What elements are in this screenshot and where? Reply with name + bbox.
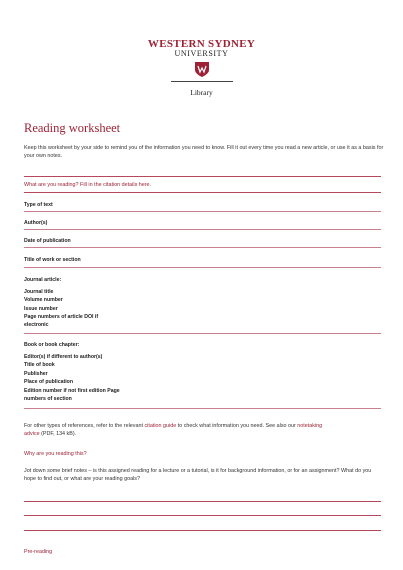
write-line[interactable] bbox=[24, 211, 381, 212]
book-item: Publisher bbox=[24, 371, 48, 377]
book-heading: Book or book chapter: bbox=[24, 342, 80, 348]
write-line[interactable] bbox=[24, 229, 381, 230]
book-item: Edition number if not first edition Page bbox=[24, 388, 120, 394]
field-title-of-work: Title of work or section bbox=[24, 257, 81, 263]
write-line[interactable] bbox=[24, 530, 381, 531]
journal-item: Issue number bbox=[24, 306, 58, 312]
pre-reading-heading: Pre-reading bbox=[24, 549, 53, 555]
other-refs-text-part: to check what information you need. See also our bbox=[176, 423, 298, 429]
citation-heading: What are you reading? Fill in the citation details here. bbox=[24, 182, 152, 188]
write-line[interactable] bbox=[24, 267, 381, 268]
book-item: Title of book bbox=[24, 362, 55, 368]
other-references-text bbox=[24, 422, 384, 438]
other-refs-text-part: (PDF, 134 kB). bbox=[39, 431, 77, 437]
journal-heading: Journal article: bbox=[24, 277, 62, 283]
journal-item: Volume number bbox=[24, 297, 63, 303]
section-divider bbox=[24, 176, 381, 177]
notetaking-link[interactable]: notetaking bbox=[297, 423, 323, 429]
library-label: Library bbox=[190, 88, 213, 97]
write-line[interactable] bbox=[24, 408, 381, 409]
university-shield-icon bbox=[195, 62, 209, 77]
field-authors: Author(s) bbox=[24, 220, 48, 226]
write-line[interactable] bbox=[24, 247, 381, 248]
field-type-of-text: Type of text bbox=[24, 202, 53, 208]
write-line[interactable] bbox=[24, 515, 381, 516]
write-line[interactable] bbox=[24, 501, 381, 502]
university-name-line1: WESTERN SYDNEY bbox=[147, 38, 256, 50]
journal-item: electronic bbox=[24, 322, 49, 328]
journal-item: Page numbers of article DOI if bbox=[24, 314, 99, 320]
notetaking-advice-link[interactable]: advice bbox=[24, 431, 40, 437]
journal-item: Journal title bbox=[24, 289, 54, 295]
section-divider bbox=[24, 192, 381, 193]
why-text: Jot down some brief notes – is this assigned reading for a lecture or a tutorial, is it for background information, or for an assignment? What do you hope to find out, or what are your reading goals? bbox=[24, 468, 372, 482]
why-heading: Why are you reading this? bbox=[24, 451, 87, 457]
university-name-line2: UNIVERSITY bbox=[174, 49, 229, 58]
field-date-of-publication: Date of publication bbox=[24, 238, 71, 244]
book-item: numbers of section bbox=[24, 396, 72, 402]
page-title: Reading worksheet bbox=[24, 121, 121, 135]
book-item: Place of publication bbox=[24, 379, 74, 385]
write-line[interactable] bbox=[24, 333, 381, 334]
citation-guide-link[interactable]: citation guide bbox=[144, 423, 177, 429]
logo-divider bbox=[171, 81, 233, 82]
book-item: Editor(s) if different to author(s) bbox=[24, 354, 103, 360]
other-refs-text-part: For other types of references, refer to the relevant bbox=[24, 423, 145, 429]
intro-text: Keep this worksheet by your side to remind you of the information you need to know. Fill it out every time you read a new article, or use it as a basis for your own notes. bbox=[24, 145, 384, 159]
